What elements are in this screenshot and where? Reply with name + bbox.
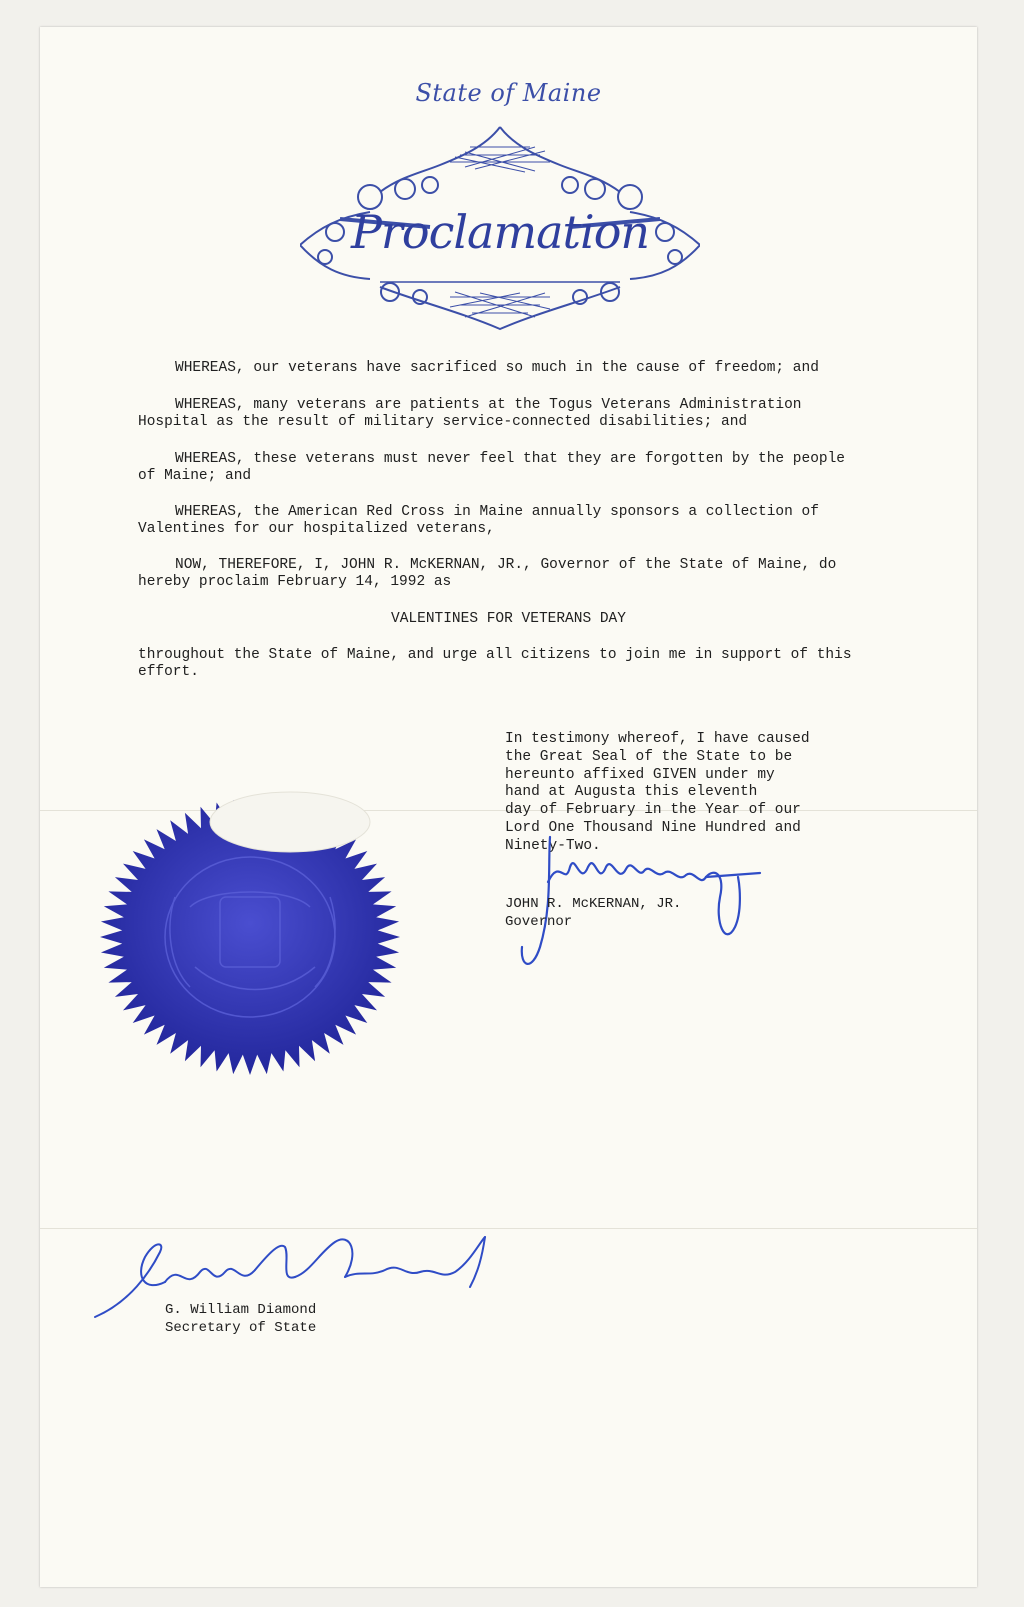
whereas-paragraph-2: WHEREAS, many veterans are patients at the Togus Veterans Administration Hospital as the result of military service-connected disabilities; and xyxy=(138,397,811,430)
fold-line xyxy=(40,1228,977,1229)
closing-paragraph: throughout the State of Maine, and urge all citizens to join me in support of this effort. xyxy=(138,647,861,680)
great-seal-of-maine xyxy=(90,787,420,1087)
whereas-paragraph-1: WHEREAS, our veterans have sacrificed so much in the cause of freedom; and xyxy=(175,360,819,376)
whereas-paragraph-4: WHEREAS, the American Red Cross in Maine annually sponsors a collection of Valentines for our hospitalized veterans, xyxy=(138,504,828,537)
whereas-paragraph-3: WHEREAS, these veterans must never feel that they are forgotten by the people of Maine; and xyxy=(138,451,854,484)
now-therefore-paragraph: NOW, THEREFORE, I, JOHN R. McKERNAN, JR., Governor of the State of Maine, do hereby proclaim February 14, 1992 as xyxy=(138,557,846,590)
proclamation-sheet xyxy=(40,27,977,1587)
governor-title: Governor xyxy=(505,914,573,930)
governor-name: JOHN R. McKERNAN, JR. xyxy=(505,896,682,912)
secretary-name: G. William Diamond xyxy=(165,1302,317,1318)
testimony-paragraph: In testimony whereof, I have caused the Great Seal of the State to be hereunto affixed GIVEN under my hand at Augusta this eleventh day of February in the Year of our Lord One Thousand Nine Hundred and Ninety-Two. xyxy=(505,731,810,854)
state-title: State of Maine xyxy=(415,79,602,107)
day-name: VALENTINES FOR VETERANS DAY xyxy=(391,611,626,627)
proclamation-title: Proclamation xyxy=(350,205,650,259)
secretary-title: Secretary of State xyxy=(165,1320,317,1336)
